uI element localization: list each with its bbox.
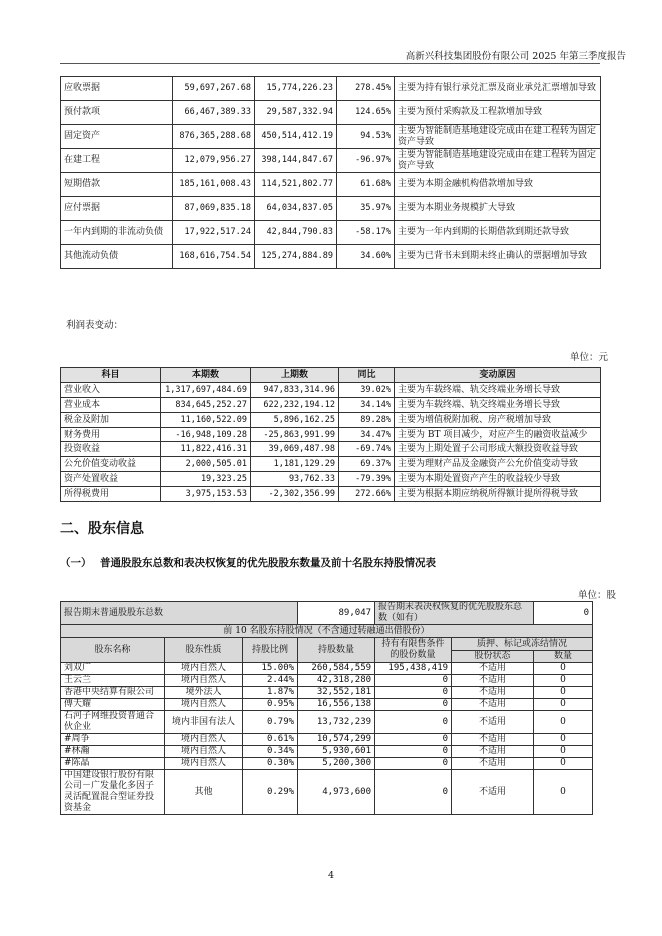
table-row bbox=[61, 221, 601, 245]
header-item: 科目 bbox=[61, 368, 161, 383]
table-row bbox=[61, 457, 601, 472]
pledge-count-cell: 0 bbox=[534, 699, 593, 711]
shareholder-row bbox=[61, 675, 593, 687]
table-row bbox=[61, 427, 601, 442]
current-value-cell: 17,922,517.24 bbox=[173, 221, 255, 245]
shareholder-header-row bbox=[61, 638, 593, 651]
header-restricted: 持有有限售条件的股份数量 bbox=[375, 638, 452, 663]
item-cell: 资产处置收益 bbox=[61, 472, 161, 487]
shareholder-row bbox=[61, 699, 593, 711]
item-cell: 应付票据 bbox=[61, 197, 173, 221]
pledge-count-cell: 0 bbox=[534, 675, 593, 687]
shareholding-qty-cell: 4,973,600 bbox=[298, 770, 375, 815]
current-value-cell: 11,160,522.09 bbox=[161, 412, 251, 427]
restricted-shares-cell: 0 bbox=[375, 699, 452, 711]
subsection-text: 普通股股东总数和表决权恢复的优先股股东数量及前十名股东持股情况表 bbox=[100, 557, 436, 569]
current-value-cell: 66,467,389.33 bbox=[173, 101, 255, 125]
header-qty: 持股数量 bbox=[298, 638, 375, 663]
current-value-cell: 19,323.25 bbox=[161, 472, 251, 487]
shareholder-nature-cell: 境内非国有法人 bbox=[165, 711, 243, 734]
table-row bbox=[61, 173, 601, 197]
pledge-status-cell: 不适用 bbox=[452, 663, 534, 675]
shareholding-ratio-cell: 0.29% bbox=[243, 770, 298, 815]
reason-cell: 主要为增值税附加税、房产税增加导致 bbox=[395, 412, 601, 427]
pledge-count-cell: 0 bbox=[534, 758, 593, 770]
shareholder-name-cell: 香港中央结算有限公司 bbox=[61, 687, 165, 699]
prior-value-cell: 125,274,884.89 bbox=[255, 245, 337, 269]
header-reason: 变动原因 bbox=[395, 368, 601, 383]
unit-label-share: 单位：股 bbox=[577, 590, 616, 601]
shareholder-nature-cell: 境内自然人 bbox=[165, 699, 243, 711]
table-row bbox=[61, 77, 601, 101]
item-cell: 投资收益 bbox=[61, 442, 161, 457]
table-row bbox=[61, 412, 601, 427]
table-row bbox=[61, 197, 601, 221]
table-row bbox=[61, 382, 601, 397]
change-cell: 61.68% bbox=[337, 173, 395, 197]
income-statement-changes-table bbox=[60, 367, 601, 502]
reason-cell: 主要为本期处置资产产生的收益较少导致 bbox=[395, 472, 601, 487]
pledge-status-cell: 不适用 bbox=[452, 675, 534, 687]
header-status: 股份状态 bbox=[452, 651, 534, 663]
restricted-shares-cell: 195,438,419 bbox=[375, 663, 452, 675]
pledge-status-cell: 不适用 bbox=[452, 758, 534, 770]
table-row bbox=[61, 442, 601, 457]
shareholder-nature-cell: 境内自然人 bbox=[165, 734, 243, 746]
restricted-shares-cell: 0 bbox=[375, 746, 452, 758]
total-holders-value: 89,047 bbox=[298, 602, 375, 625]
reason-cell: 主要为本期金融机构借款增加导致 bbox=[395, 173, 601, 197]
change-cell: 34.60% bbox=[337, 245, 395, 269]
table-row bbox=[61, 101, 601, 125]
pledge-count-cell: 0 bbox=[534, 663, 593, 675]
pledge-status-cell: 不适用 bbox=[452, 734, 534, 746]
pledge-status-cell: 不适用 bbox=[452, 770, 534, 815]
section-title: 二、股东信息 bbox=[60, 521, 144, 537]
prior-value-cell: -2,302,356.99 bbox=[251, 487, 339, 502]
restricted-shares-cell: 0 bbox=[375, 711, 452, 734]
change-cell: 34.14% bbox=[339, 397, 395, 412]
shareholder-nature-cell: 境内自然人 bbox=[165, 663, 243, 675]
prior-value-cell: 622,232,194.12 bbox=[251, 397, 339, 412]
change-cell: 34.47% bbox=[339, 427, 395, 442]
header-ratio: 持股比例 bbox=[243, 638, 298, 663]
page-number: 4 bbox=[327, 870, 335, 881]
current-value-cell: 1,317,697,484.69 bbox=[161, 382, 251, 397]
unit-label-yuan: 单位：元 bbox=[569, 352, 608, 363]
shareholder-name-cell: 王云兰 bbox=[61, 675, 165, 687]
shareholder-nature-cell: 境内自然人 bbox=[165, 758, 243, 770]
prior-value-cell: 5,896,162.25 bbox=[251, 412, 339, 427]
header-pledge: 质押、标记或冻结情况 bbox=[452, 638, 593, 651]
change-cell: -69.74% bbox=[339, 442, 395, 457]
income-statement-label: 利润表变动： bbox=[66, 320, 124, 331]
shareholding-ratio-cell: 0.34% bbox=[243, 746, 298, 758]
change-cell: 272.66% bbox=[339, 487, 395, 502]
reason-cell: 主要为智能制造基地建设完成由在建工程转为固定资产导致 bbox=[395, 149, 601, 173]
shareholding-ratio-cell: 15.00% bbox=[243, 663, 298, 675]
table-row bbox=[61, 472, 601, 487]
pledge-status-cell: 不适用 bbox=[452, 687, 534, 699]
pref-holders-value: 0 bbox=[534, 602, 593, 625]
shareholder-row bbox=[61, 770, 593, 815]
current-value-cell: 168,616,754.54 bbox=[173, 245, 255, 269]
reason-cell: 主要为根据本期应纳税所得额计提所得税导致 bbox=[395, 487, 601, 502]
item-cell: 公允价值变动收益 bbox=[61, 457, 161, 472]
top10-title-row bbox=[61, 625, 593, 638]
shareholder-nature-cell: 境内自然人 bbox=[165, 675, 243, 687]
shareholding-qty-cell: 10,574,299 bbox=[298, 734, 375, 746]
reason-cell: 主要为车载终端、轨交终端业务增长导致 bbox=[395, 397, 601, 412]
subsection-number: （一） bbox=[60, 557, 92, 569]
reason-cell: 主要为 BT 项目减少，对应产生的融资收益减少 bbox=[395, 427, 601, 442]
current-value-cell: 59,697,267.68 bbox=[173, 77, 255, 101]
shareholder-row bbox=[61, 758, 593, 770]
prior-value-cell: 947,833,314.96 bbox=[251, 382, 339, 397]
shareholder-nature-cell: 其他 bbox=[165, 770, 243, 815]
prior-value-cell: 450,514,412.19 bbox=[255, 125, 337, 149]
shareholder-name-cell: #陈晶 bbox=[61, 758, 165, 770]
item-cell: 税金及附加 bbox=[61, 412, 161, 427]
pledge-count-cell: 0 bbox=[534, 711, 593, 734]
shareholding-qty-cell: 13,732,239 bbox=[298, 711, 375, 734]
shareholding-ratio-cell: 0.61% bbox=[243, 734, 298, 746]
shareholder-row bbox=[61, 711, 593, 734]
shareholding-qty-cell: 32,552,181 bbox=[298, 687, 375, 699]
change-cell: 69.37% bbox=[339, 457, 395, 472]
prior-value-cell: 398,144,847.67 bbox=[255, 149, 337, 173]
reason-cell: 主要为已背书未到期未终止确认的票据增加导致 bbox=[395, 245, 601, 269]
balance-sheet-changes-table bbox=[60, 76, 601, 269]
pledge-count-cell: 0 bbox=[534, 770, 593, 815]
current-value-cell: 2,000,505.01 bbox=[161, 457, 251, 472]
shareholding-ratio-cell: 0.95% bbox=[243, 699, 298, 711]
current-value-cell: 11,822,416.31 bbox=[161, 442, 251, 457]
change-cell: -79.39% bbox=[339, 472, 395, 487]
table-row bbox=[61, 487, 601, 502]
restricted-shares-cell: 0 bbox=[375, 770, 452, 815]
shareholding-ratio-cell: 0.30% bbox=[243, 758, 298, 770]
change-cell: 124.65% bbox=[337, 101, 395, 125]
prior-value-cell: 29,587,332.94 bbox=[255, 101, 337, 125]
item-cell: 短期借款 bbox=[61, 173, 173, 197]
change-cell: 39.02% bbox=[339, 382, 395, 397]
item-cell: 财务费用 bbox=[61, 427, 161, 442]
reason-cell: 主要为预付采购款及工程款增加导致 bbox=[395, 101, 601, 125]
shareholding-qty-cell: 260,584,559 bbox=[298, 663, 375, 675]
prior-value-cell: 15,774,226.23 bbox=[255, 77, 337, 101]
change-cell: 94.53% bbox=[337, 125, 395, 149]
shareholding-qty-cell: 5,930,601 bbox=[298, 746, 375, 758]
pledge-count-cell: 0 bbox=[534, 687, 593, 699]
shareholder-name-cell: 刘双广 bbox=[61, 663, 165, 675]
item-cell: 其他流动负债 bbox=[61, 245, 173, 269]
current-value-cell: 834,645,252.27 bbox=[161, 397, 251, 412]
pledge-count-cell: 0 bbox=[534, 734, 593, 746]
item-cell: 所得税费用 bbox=[61, 487, 161, 502]
prior-value-cell: 39,069,487.98 bbox=[251, 442, 339, 457]
table-row bbox=[61, 125, 601, 149]
item-cell: 应收票据 bbox=[61, 77, 173, 101]
total-holders-label: 报告期末普通股股东总数 bbox=[61, 602, 298, 625]
subsection-title bbox=[60, 555, 436, 570]
shareholders-table bbox=[60, 601, 593, 815]
shareholder-row bbox=[61, 687, 593, 699]
prior-value-cell: 1,181,129.29 bbox=[251, 457, 339, 472]
header-nature: 股东性质 bbox=[165, 638, 243, 663]
reason-cell: 主要为理财产品及金融资产公允价值变动导致 bbox=[395, 457, 601, 472]
reason-cell: 主要为本期业务规模扩大导致 bbox=[395, 197, 601, 221]
prior-value-cell: 114,521,802.77 bbox=[255, 173, 337, 197]
item-cell: 营业成本 bbox=[61, 397, 161, 412]
pledge-status-cell: 不适用 bbox=[452, 746, 534, 758]
shareholding-ratio-cell: 2.44% bbox=[243, 675, 298, 687]
restricted-shares-cell: 0 bbox=[375, 675, 452, 687]
prior-value-cell: 42,844,790.83 bbox=[255, 221, 337, 245]
shareholding-qty-cell: 42,318,280 bbox=[298, 675, 375, 687]
reason-cell: 主要为一年内到期的长期借款到期还款导致 bbox=[395, 221, 601, 245]
header-prior: 上期数 bbox=[251, 368, 339, 383]
shareholding-qty-cell: 5,200,300 bbox=[298, 758, 375, 770]
restricted-shares-cell: 0 bbox=[375, 687, 452, 699]
shareholder-name-cell: #周争 bbox=[61, 734, 165, 746]
current-value-cell: 876,365,288.68 bbox=[173, 125, 255, 149]
restricted-shares-cell: 0 bbox=[375, 734, 452, 746]
shareholder-name-cell: 石河子网维投资普通合伙企业 bbox=[61, 711, 165, 734]
table-row bbox=[61, 149, 601, 173]
header-current: 本期数 bbox=[161, 368, 251, 383]
item-cell: 营业收入 bbox=[61, 382, 161, 397]
reason-cell: 主要为持有银行承兑汇票及商业承兑汇票增加导致 bbox=[395, 77, 601, 101]
header-divider bbox=[60, 63, 600, 64]
header-name: 股东名称 bbox=[61, 638, 165, 663]
prior-value-cell: -25,863,991.99 bbox=[251, 427, 339, 442]
header-change: 同比 bbox=[339, 368, 395, 383]
pledge-status-cell: 不适用 bbox=[452, 711, 534, 734]
pledge-count-cell: 0 bbox=[534, 746, 593, 758]
prior-value-cell: 93,762.33 bbox=[251, 472, 339, 487]
shareholding-ratio-cell: 1.87% bbox=[243, 687, 298, 699]
pledge-status-cell: 不适用 bbox=[452, 699, 534, 711]
header-count: 数量 bbox=[534, 651, 593, 663]
shareholder-name-cell: #林瀚 bbox=[61, 746, 165, 758]
shareholding-ratio-cell: 0.79% bbox=[243, 711, 298, 734]
current-value-cell: -16,948,109.28 bbox=[161, 427, 251, 442]
item-cell: 在建工程 bbox=[61, 149, 173, 173]
change-cell: 35.97% bbox=[337, 197, 395, 221]
shareholder-nature-cell: 境外法人 bbox=[165, 687, 243, 699]
shareholder-row bbox=[61, 734, 593, 746]
top10-title: 前 10 名股东持股情况（不含通过转融通出借股份） bbox=[61, 625, 593, 638]
reason-cell: 主要为车载终端、轨交终端业务增长导致 bbox=[395, 382, 601, 397]
summary-row bbox=[61, 602, 593, 625]
shareholder-row bbox=[61, 746, 593, 758]
current-value-cell: 185,161,008.43 bbox=[173, 173, 255, 197]
shareholder-nature-cell: 境内自然人 bbox=[165, 746, 243, 758]
table-row bbox=[61, 397, 601, 412]
table-row bbox=[61, 245, 601, 269]
shareholding-qty-cell: 16,556,138 bbox=[298, 699, 375, 711]
pref-holders-label: 报告期末表决权恢复的优先股股东总数（如有） bbox=[375, 602, 534, 625]
reason-cell: 主要为智能制造基地建设完成由在建工程转为固定资产导致 bbox=[395, 125, 601, 149]
prior-value-cell: 64,034,837.05 bbox=[255, 197, 337, 221]
reason-cell: 主要为上期处置子公司形成大额投资收益导致 bbox=[395, 442, 601, 457]
shareholder-row bbox=[61, 663, 593, 675]
page-header: 高新兴科技集团股份有限公司 2025 年第三季度报告 bbox=[405, 51, 626, 62]
current-value-cell: 3,975,153.53 bbox=[161, 487, 251, 502]
item-cell: 固定资产 bbox=[61, 125, 173, 149]
table-header-row bbox=[61, 368, 601, 383]
shareholder-name-cell: 傅天耀 bbox=[61, 699, 165, 711]
item-cell: 预付款项 bbox=[61, 101, 173, 125]
change-cell: 89.28% bbox=[339, 412, 395, 427]
restricted-shares-cell: 0 bbox=[375, 758, 452, 770]
change-cell: -58.17% bbox=[337, 221, 395, 245]
shareholder-name-cell: 中国建设银行股份有限公司－广发量化多因子灵活配置混合型证券投资基金 bbox=[61, 770, 165, 815]
item-cell: 一年内到期的非流动负债 bbox=[61, 221, 173, 245]
current-value-cell: 12,079,956.27 bbox=[173, 149, 255, 173]
change-cell: 278.45% bbox=[337, 77, 395, 101]
current-value-cell: 87,069,835.18 bbox=[173, 197, 255, 221]
change-cell: -96.97% bbox=[337, 149, 395, 173]
